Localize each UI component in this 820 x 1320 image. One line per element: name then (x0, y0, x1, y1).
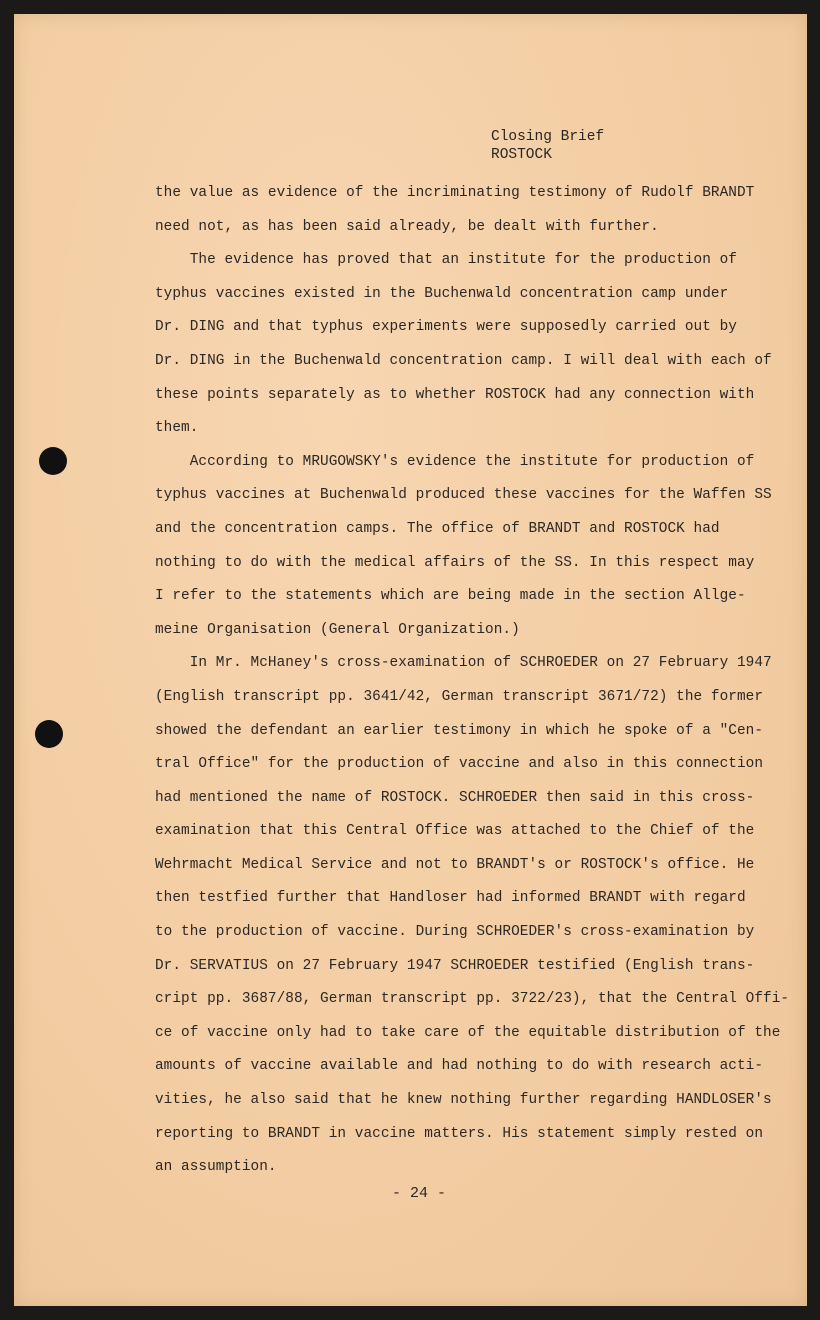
header-subtitle: ROSTOCK (491, 147, 552, 163)
text-line: typhus vaccines at Buchenwald produced these vaccines for the Waffen SS (155, 487, 772, 504)
page-number: - 24 - (392, 1185, 447, 1202)
text-line: (English transcript pp. 3641/42, German transcript 3671/72) the former (155, 688, 764, 705)
text-line: vities, he also said that he knew nothing further regarding HANDLOSER's (155, 1092, 772, 1109)
text-line: had mentioned the name of ROSTOCK. SCHROEDER then said in this cross- (155, 789, 755, 806)
text-line: ce of vaccine only had to take care of the equitable distribution of the (155, 1024, 781, 1041)
text-line: Wehrmacht Medical Service and not to BRANDT's or ROSTOCK's office. He (155, 856, 755, 873)
header-block (491, 128, 604, 164)
text-line: amounts of vaccine available and had nothing to do with research acti- (155, 1058, 764, 1075)
text-line: to the production of vaccine. During SCHROEDER's cross-examination by (155, 924, 755, 941)
text-line: According to MRUGOWSKY's evidence the institute for production of (155, 453, 755, 470)
text-line: the value as evidence of the incriminating testimony of Rudolf BRANDT (155, 185, 755, 201)
text-line: showed the defendant an earlier testimony in which he spoke of a "Cen- (155, 722, 764, 739)
text-line: reporting to BRANDT in vaccine matters. His statement simply rested on (155, 1125, 764, 1142)
text-line: typhus vaccines existed in the Buchenwald concentration camp under (155, 285, 729, 302)
text-line: tral Office" for the production of vaccine and also in this connection (155, 756, 764, 773)
text-line: cript pp. 3687/88, German transcript pp. 3722/23), that the Central Offi- (155, 991, 790, 1008)
text-line: meine Organisation (General Organization.) (155, 621, 520, 638)
text-line: them. (155, 420, 199, 437)
punch-hole-lower (35, 720, 63, 748)
text-line: In Mr. McHaney's cross-examination of SCHROEDER on 27 February 1947 (155, 655, 772, 672)
text-line: need not, as has been said already, be dealt with further. (155, 218, 659, 235)
text-line: I refer to the statements which are being made in the section Allge- (155, 588, 746, 605)
punch-hole-upper (39, 447, 67, 475)
text-line: The evidence has proved that an institute for the production of (155, 252, 737, 269)
text-line: then testfied further that Handloser had informed BRANDT with regard (155, 890, 746, 907)
text-line: Dr. DING in the Buchenwald concentration camp. I will deal with each of (155, 352, 772, 369)
text-line: an assumption. (155, 1159, 277, 1176)
text-line: and the concentration camps. The office of BRANDT and ROSTOCK had (155, 520, 720, 537)
text-line: Dr. SERVATIUS on 27 February 1947 SCHROEDER testified (English trans- (155, 957, 755, 974)
header-title: Closing Brief (491, 129, 605, 145)
text-line: nothing to do with the medical affairs of the SS. In this respect may (155, 554, 755, 571)
text-line: examination that this Central Office was attached to the Chief of the (155, 823, 755, 840)
text-line: Dr. DING and that typhus experiments were supposedly carried out by (155, 319, 737, 336)
body-text (155, 177, 795, 1185)
text-line: these points separately as to whether ROSTOCK had any connection with (155, 386, 755, 403)
